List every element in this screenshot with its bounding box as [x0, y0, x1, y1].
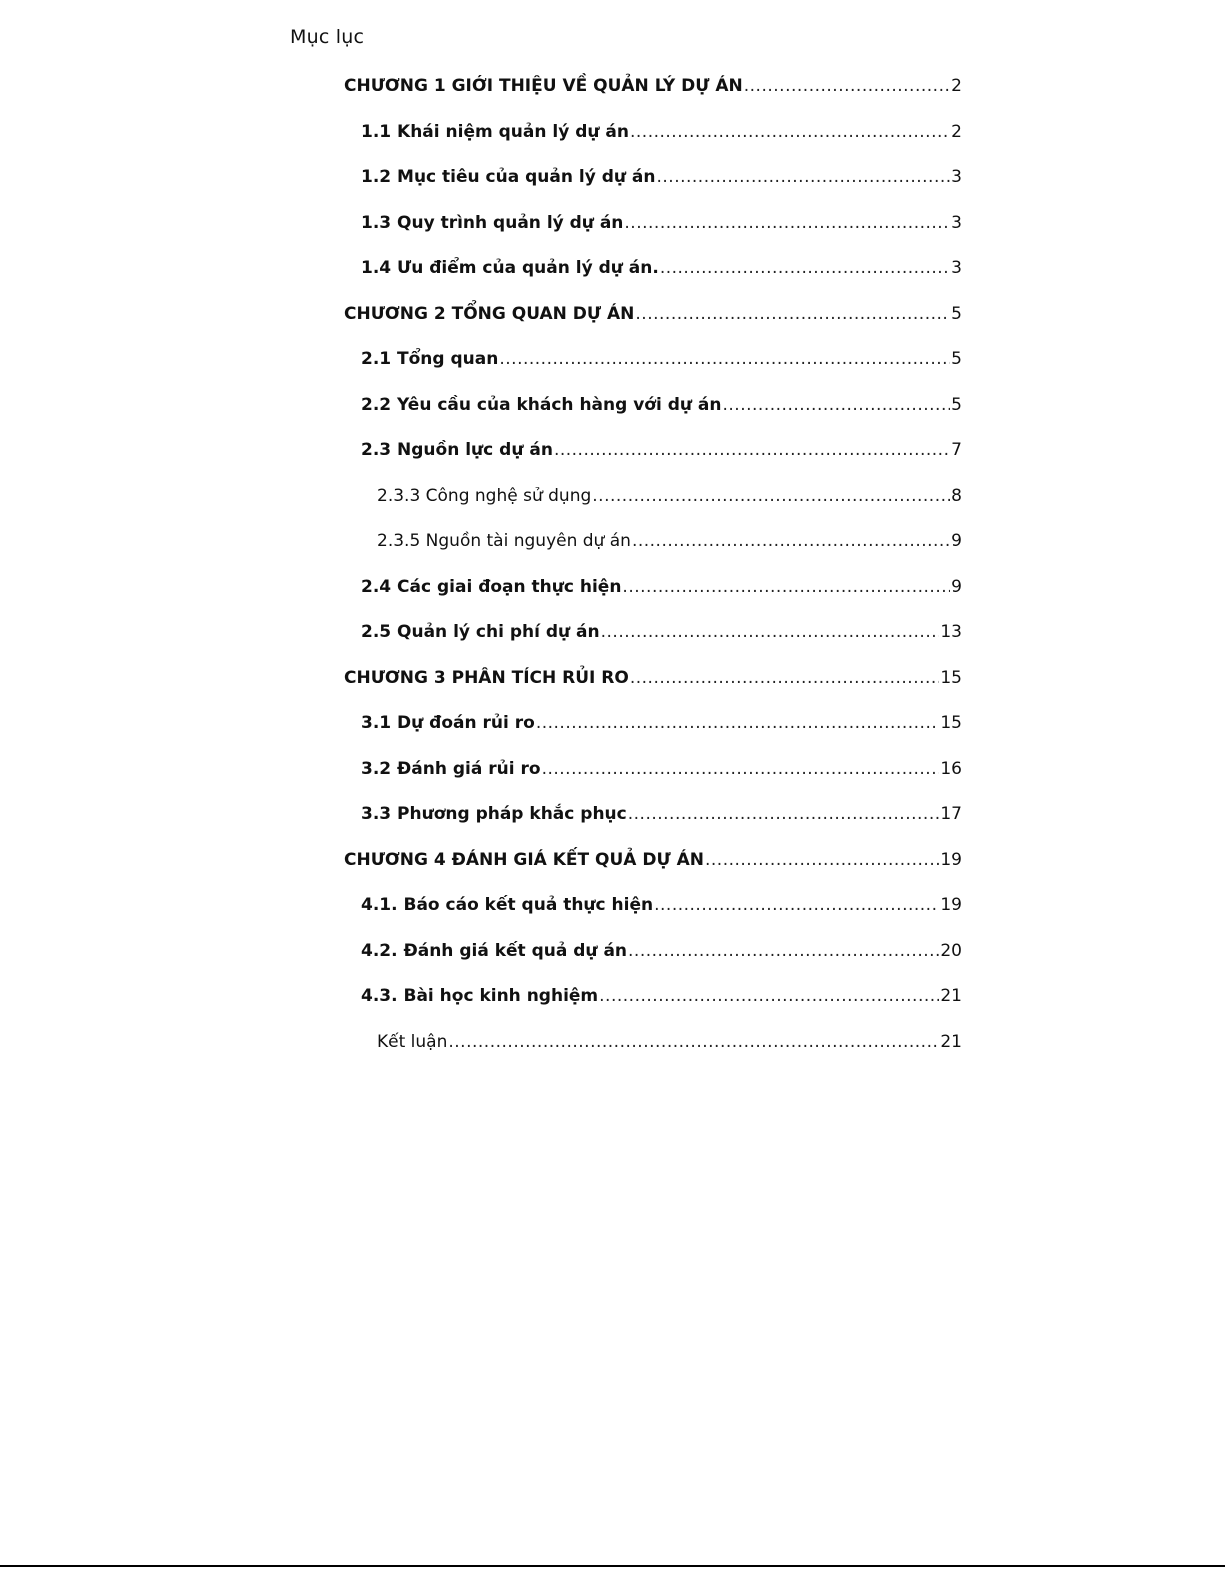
toc-dot-leader [601, 622, 940, 642]
toc-dot-leader [632, 531, 950, 551]
toc-entry[interactable] [361, 713, 962, 737]
toc-entry-label: 1.1 Khái niệm quản lý dự án [361, 122, 629, 142]
toc-title: Mục lục [290, 26, 365, 48]
toc-entry[interactable] [361, 577, 962, 601]
toc-page-number: 19 [940, 895, 962, 915]
toc-entry-label: 4.2. Đánh giá kết quả dự án [361, 941, 628, 961]
toc-entry-label: 4.1. Báo cáo kết quả thực hiện [361, 895, 654, 915]
toc-entry-label: CHƯƠNG 2 TỔNG QUAN DỰ ÁN [344, 304, 635, 324]
toc-page-number: 17 [940, 804, 962, 824]
toc-page-number: 3 [951, 258, 962, 278]
toc-dot-leader [536, 713, 940, 733]
toc-entry[interactable] [361, 941, 962, 965]
toc-dot-leader [654, 895, 939, 915]
toc-entry-label: 2.5 Quản lý chi phí dự án [361, 622, 600, 642]
toc-dot-leader [592, 486, 950, 506]
toc-entry-label: CHƯƠNG 1 GIỚI THIỆU VỀ QUẢN LÝ DỰ ÁN [344, 76, 743, 96]
toc-entry[interactable] [361, 895, 962, 919]
toc-dot-leader [635, 304, 950, 324]
toc-entry-label: 2.3.5 Nguồn tài nguyên dự án [377, 531, 631, 551]
toc-entry[interactable] [361, 759, 962, 783]
toc-entry[interactable] [361, 986, 962, 1010]
toc-entry-label: 1.3 Quy trình quản lý dự án [361, 213, 624, 233]
toc-page-number: 15 [940, 713, 962, 733]
toc-page-number: 19 [940, 850, 962, 870]
toc-page-number: 21 [940, 1032, 962, 1052]
toc-page-number: 13 [940, 622, 962, 642]
toc-page-number: 7 [951, 440, 962, 460]
toc-dot-leader [628, 804, 940, 824]
toc-entry[interactable] [361, 213, 962, 237]
toc-dot-leader [630, 668, 940, 688]
toc-dot-leader [705, 850, 939, 870]
toc-page-number: 20 [940, 941, 962, 961]
toc-page-number: 9 [951, 577, 962, 597]
page-bottom-border [0, 1565, 1225, 1567]
toc-entry[interactable] [361, 395, 962, 419]
toc-entry[interactable] [361, 167, 962, 191]
toc-page-number: 21 [940, 986, 962, 1006]
toc-entry[interactable] [377, 531, 962, 555]
toc-dot-leader [630, 122, 950, 142]
toc-entry[interactable] [344, 850, 962, 874]
toc-dot-leader [499, 349, 950, 369]
toc-page-number: 16 [940, 759, 962, 779]
toc-dot-leader [628, 941, 939, 961]
toc-entry-label: 2.3 Nguồn lực dự án [361, 440, 553, 460]
toc-entry-label: 2.4 Các giai đoạn thực hiện [361, 577, 622, 597]
toc-entry[interactable] [361, 804, 962, 828]
toc-entry-label: Kết luận [377, 1032, 448, 1052]
toc-dot-leader [599, 986, 939, 1006]
toc-entry-label: CHƯƠNG 4 ĐÁNH GIÁ KẾT QUẢ DỰ ÁN [344, 850, 704, 870]
toc-entry[interactable] [344, 304, 962, 328]
toc-page-number: 2 [951, 76, 962, 96]
toc-entry[interactable] [344, 668, 962, 692]
toc-entry-label: 3.1 Dự đoán rủi ro [361, 713, 535, 733]
toc-entry[interactable] [361, 622, 962, 646]
toc-entry[interactable] [361, 349, 962, 373]
toc-entry-label: CHƯƠNG 3 PHÂN TÍCH RỦI RO [344, 668, 629, 688]
toc-entry[interactable] [377, 1032, 962, 1056]
toc-entry-label: 1.4 Ưu điểm của quản lý dự án. [361, 258, 659, 278]
toc-entry-label: 3.2 Đánh giá rủi ro [361, 759, 541, 779]
toc-dot-leader [554, 440, 950, 460]
toc-entry-label: 2.3.3 Công nghệ sử dụng [377, 486, 592, 506]
toc-page-number: 2 [951, 122, 962, 142]
toc-page-number: 9 [951, 531, 962, 551]
toc-dot-leader [624, 213, 950, 233]
toc-page-number: 5 [951, 349, 962, 369]
toc-page-number: 3 [951, 167, 962, 187]
toc-page-number: 5 [951, 304, 962, 324]
toc-dot-leader [542, 759, 940, 779]
toc-entry-label: 3.3 Phương pháp khắc phục [361, 804, 627, 824]
toc-page-number: 5 [951, 395, 962, 415]
toc-dot-leader [656, 167, 950, 187]
toc-dot-leader [723, 395, 951, 415]
toc-entry-label: 2.1 Tổng quan [361, 349, 499, 369]
toc-entry-label: 4.3. Bài học kinh nghiệm [361, 986, 599, 1006]
toc-dot-leader [660, 258, 950, 278]
toc-entry-label: 1.2 Mục tiêu của quản lý dự án [361, 167, 656, 187]
toc-entry[interactable] [361, 122, 962, 146]
toc-entry[interactable] [344, 76, 962, 100]
toc-entry[interactable] [377, 486, 962, 510]
toc-dot-leader [744, 76, 950, 96]
toc-dot-leader [622, 577, 950, 597]
toc-entry[interactable] [361, 440, 962, 464]
toc-page-number: 15 [940, 668, 962, 688]
toc-dot-leader [448, 1032, 939, 1052]
toc-entry[interactable] [361, 258, 962, 282]
toc-page-number: 8 [951, 486, 962, 506]
toc-page-number: 3 [951, 213, 962, 233]
toc-entry-label: 2.2 Yêu cầu của khách hàng với dự án [361, 395, 722, 415]
